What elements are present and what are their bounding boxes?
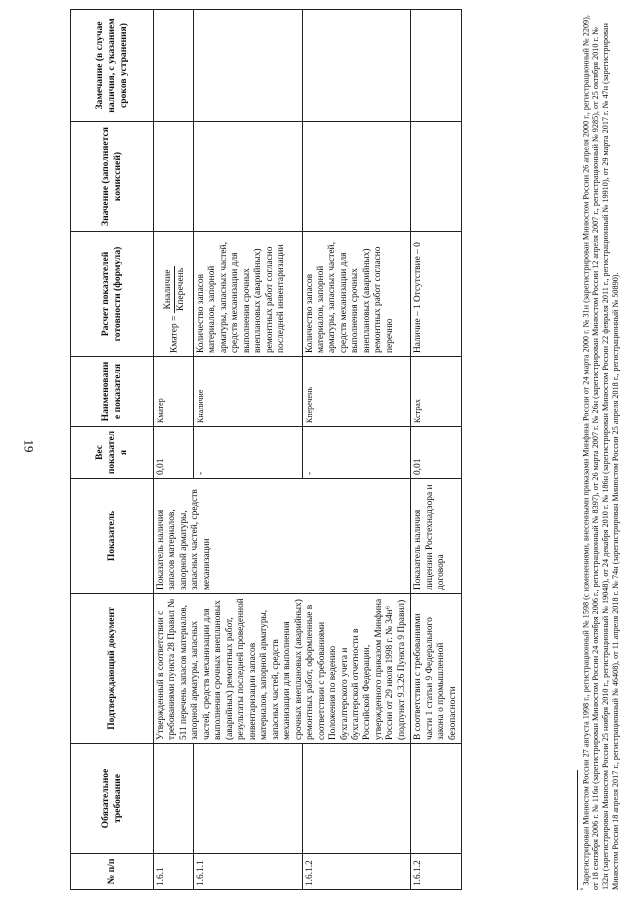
footnote — [577, 10, 620, 890]
table-row — [411, 10, 462, 890]
cell-weight: 0,01 — [411, 427, 462, 479]
cell-num: 1.6.1.1 — [193, 854, 302, 890]
rotated-table-area — [70, 10, 630, 890]
header-requirement: Обязательное требование — [71, 744, 154, 854]
cell-note — [193, 10, 302, 122]
formula-left: Кматер = — [168, 315, 180, 353]
cell-indicator: Показатель наличия запасов материалов, запорной арматуры, запасных частей, средств механизации — [154, 479, 411, 594]
header-document: Подтверждающий документ — [71, 594, 154, 744]
table-row — [154, 10, 194, 890]
cell-requirement — [193, 744, 302, 854]
cell-name: Кперечень — [302, 357, 411, 427]
formula — [162, 235, 186, 353]
footnote-marker: ⁶ — [580, 887, 587, 890]
cell-value — [154, 122, 194, 232]
header-num: № п/п — [71, 854, 154, 890]
cell-note — [154, 10, 194, 122]
cell-calc: Количество запасов материалов, запорной арматуры, запасных частей, средств механизации для выполнения срочных внеплановых (аварийных) ремонтных работ согласно последней инвентаризации — [193, 232, 302, 357]
cell-document: В соответствии с требованиями части 1 статьи 9 Федерального закона о промышленной безопасности — [411, 594, 462, 744]
cell-name: Кналичие — [193, 357, 302, 427]
header-calc: Расчет показателей готовности (формула) — [71, 232, 154, 357]
cell-name: Кстрах — [411, 357, 462, 427]
table-header-row — [71, 10, 154, 890]
cell-weight: - — [193, 427, 302, 479]
table-row — [302, 10, 411, 890]
formula-numerator: Кналичие — [162, 266, 175, 313]
cell-indicator: Показатель наличия лицензии Ростехнадзора и договора — [411, 479, 462, 594]
header-name: Наименовани е показателя — [71, 357, 154, 427]
cell-document: Утвержденный в соответствии с требованиями пункта 28 Правил № 511 перечень запасов материалов, запорной арматуры, запасных частей, средств механизации для выполнения срочных внеплановых (аварийных) ремонтных работ, результаты последней проведенной инвентаризации запасов материалов, запорной арматуры, запасных частей, средств механизации для выполнения срочных внеплановых (аварийных) ремонтных работ, оформленные в соответствии с требованиями Положения по ведению бухгалтерского учета и бухгалтерской отчетности в Российской Федерации, утвержденного приказом Минфина России от 29 июля 1998 г. № 34н⁶ (подпункт 9.3.26 Пункта 9 Правил) — [154, 594, 411, 744]
cell-note — [411, 10, 462, 122]
footnote-area — [577, 10, 637, 890]
header-indicator: Показатель — [71, 479, 154, 594]
cell-calc — [154, 232, 194, 357]
cell-requirement — [411, 744, 462, 854]
cell-value — [302, 122, 411, 232]
cell-weight: - — [302, 427, 411, 479]
cell-requirement — [302, 744, 411, 854]
cell-calc: Наличие – 1 Отсутствие – 0 — [411, 232, 462, 357]
cell-weight: 0,01 — [154, 427, 194, 479]
readiness-table — [70, 9, 462, 890]
cell-name: Кматер — [154, 357, 194, 427]
cell-num: 1.6.1.2 — [411, 854, 462, 890]
page-number: 19 — [21, 439, 37, 453]
formula-fraction — [162, 266, 186, 313]
cell-requirement — [154, 744, 194, 854]
footnote-rule — [577, 770, 578, 890]
header-note: Замечание (в случае наличия, с указанием сроков устранения) — [71, 10, 154, 122]
cell-num: 1.6.1 — [154, 854, 194, 890]
cell-num: 1.6.1.2 — [302, 854, 411, 890]
formula-denominator: Кперечень — [174, 267, 186, 312]
header-weight: Вес показателя — [71, 427, 154, 479]
cell-note — [302, 10, 411, 122]
cell-calc: Количество запасов материалов, запорной арматуры, запасных частей, средств механизации для выполнения срочных внеплановых (аварийных) ремонтных работ согласно перечню — [302, 232, 411, 357]
header-value: Значение (заполняется комиссией) — [71, 122, 154, 232]
footnote-text: Зарегистрирован Минюстом России 27 августа 1998 г., регистрационный № 1598 (с изменениями, внесенными приказами Минфина России от 24 марта 2000 г. № 31н (зарегистрирован Минюстом России 26 апреля 2000 г., регистрационный № 2209), от 18 сентября 2006 г. № 116н (зарегистрирован Минюстом России 24 октября 2006 г., регистрационный № 8397), от 26 марта 2007 г. № 26н (зарегистрирован Минюстом России 12 апреля 2007 г., регистрационный № 9285), от 25 октября 2010 г. № 132н (зарегистрирован Минюстом России 25 ноября 2010 г., регистрационный № 19048), от 24 декабря 2010 г. № 186н (зарегистрирован Минюстом России 22 февраля 2011 г., регистрационный № 19910), от 29 марта 2017 г. № 47н (зарегистрирован Минюстом России 18 апреля 2017 г., регистрационный № 46408), от 11 апреля 2018 г. № 74н (зарегистрирован Минюстом России 25 апреля 2018 г., регистрационный № 50890). — [581, 15, 620, 890]
table-row — [193, 10, 302, 890]
cell-value — [411, 122, 462, 232]
cell-value — [193, 122, 302, 232]
